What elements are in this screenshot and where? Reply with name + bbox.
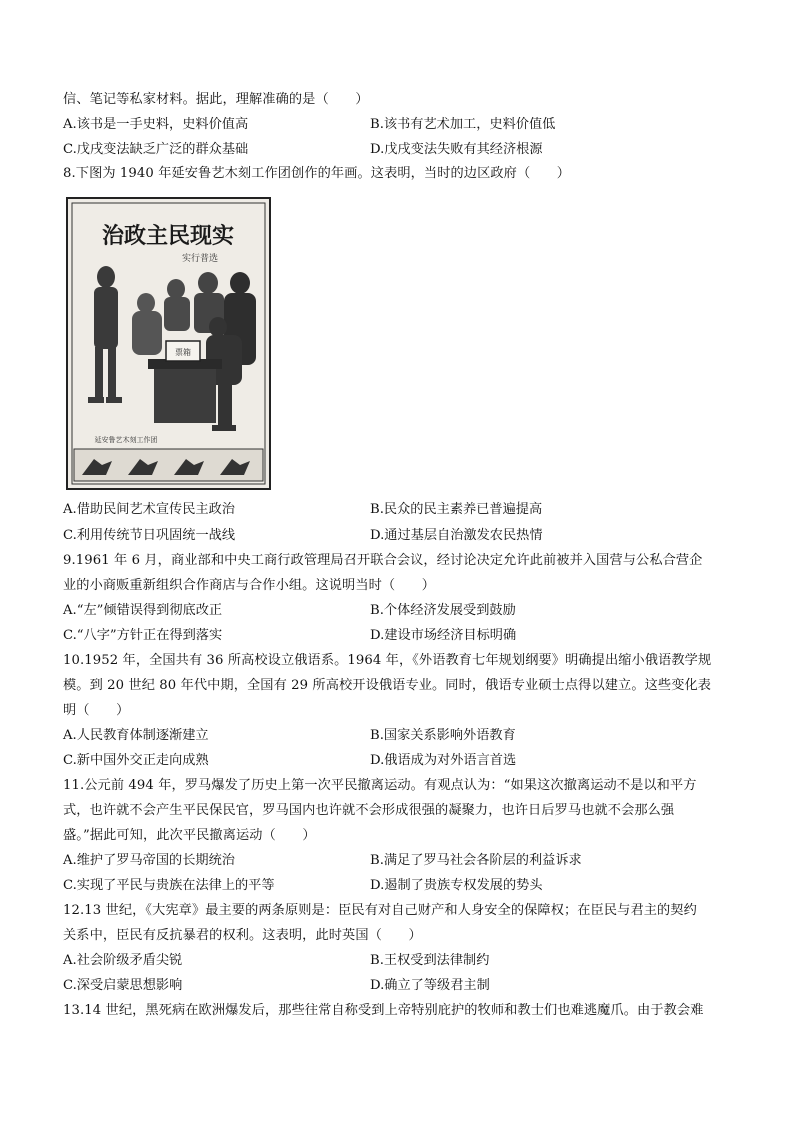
q7-option-d: D.戊戌变法失败有其经济根源 bbox=[370, 142, 543, 157]
q11-stem-line1: 11.公元前 494 年，罗马爆发了历史上第一次平民撤离运动。有观点认为：“如果这次撤离运动不是以和平方 bbox=[63, 778, 697, 793]
q9-stem-line1: 9.1961 年 6 月，商业部和中央工商行政管理局召开联合会议，经讨论决定允许此前被并入国营与公私合营企 bbox=[63, 553, 703, 568]
q8-option-a: A.借助民间艺术宣传民主政治 bbox=[63, 502, 235, 517]
q10-option-d: D.俄语成为对外语言首选 bbox=[370, 753, 517, 768]
painting-title: 治政主民现实 bbox=[101, 223, 235, 249]
q12-option-b: B.王权受到法律制约 bbox=[370, 953, 490, 968]
q11-option-d: D.遏制了贵族专权发展的势头 bbox=[370, 878, 543, 893]
q7-option-a: A.该书是一手史料，史料价值高 bbox=[63, 117, 249, 132]
q7-option-b: B.该书有艺术加工，史料价值低 bbox=[370, 117, 556, 132]
q12-stem-line1: 12.13 世纪，《大宪章》最主要的两条原则是：臣民有对自己财产和人身安全的保障权；在臣民与君主的契约 bbox=[63, 903, 697, 918]
q11-stem-line2: 式，也许就不会产生平民保民官，罗马国内也许就不会形成很强的凝聚力，也许日后罗马也就不会那么强 bbox=[63, 803, 675, 818]
woodcut-image bbox=[68, 199, 269, 488]
q8-option-d: D.通过基层自治激发农民热情 bbox=[370, 528, 543, 543]
woodcut-painting bbox=[66, 197, 271, 490]
q9-stem-line2: 业的小商贩重新组织合作商店与合作小组。这说明当时（ ） bbox=[63, 578, 436, 593]
q10-option-a: A.人民教育体制逐渐建立 bbox=[63, 728, 209, 743]
painting-caption: 延安鲁艺木刻工作团 bbox=[94, 436, 158, 444]
q11-stem-line3: 盛。”据此可知，此次平民撤离运动（ ） bbox=[63, 828, 316, 843]
q7-stem-end: 信、笔记等私家材料。据此，理解准确的是（ ） bbox=[63, 92, 369, 107]
q8-option-b: B.民众的民主素养已普遍提高 bbox=[370, 502, 543, 517]
q12-option-d: D.确立了等级君主制 bbox=[370, 978, 490, 993]
q9-option-c: C.“八字”方针正在得到落实 bbox=[63, 628, 223, 643]
q9-option-d: D.建设市场经济目标明确 bbox=[370, 628, 517, 643]
q12-stem-line2: 关系中，臣民有反抗暴君的权利。这表明，此时英国（ ） bbox=[63, 928, 422, 943]
q10-stem-line1: 10.1952 年，全国共有 36 所高校设立俄语系。1964 年，《外语教育七年规划纲要》明确提出缩小俄语教学规 bbox=[63, 653, 712, 668]
q12-option-c: C.深受启蒙思想影响 bbox=[63, 978, 183, 993]
q10-stem-line3: 明（ ） bbox=[63, 703, 130, 718]
q10-stem-line2: 模。到 20 世纪 80 年代中期，全国有 29 所高校开设俄语专业。同时，俄语专业硕士点得以建立。这些变化表 bbox=[63, 678, 712, 693]
q8-stem: 8.下图为 1940 年延安鲁艺木刻工作团创作的年画。这表明，当时的边区政府（ ） bbox=[63, 166, 571, 181]
q13-stem-line1: 13.14 世纪，黑死病在欧洲爆发后，那些往常自称受到上帝特别庇护的牧师和教士们也难逃魔爪。由于教会难 bbox=[63, 1003, 704, 1018]
q9-option-b: B.个体经济发展受到鼓励 bbox=[370, 603, 516, 618]
q7-option-c: C.戊戌变法缺乏广泛的群众基础 bbox=[63, 142, 249, 157]
q9-option-a: A.“左”倾错误得到彻底改正 bbox=[63, 603, 223, 618]
ballot-box-label: 票箱 bbox=[175, 348, 191, 357]
q11-option-b: B.满足了罗马社会各阶层的利益诉求 bbox=[370, 853, 582, 868]
q11-option-a: A.维护了罗马帝国的长期统治 bbox=[63, 853, 235, 868]
q12-option-a: A.社会阶级矛盾尖锐 bbox=[63, 953, 183, 968]
q10-option-c: C.新中国外交正走向成熟 bbox=[63, 753, 209, 768]
q11-option-c: C.实现了平民与贵族在法律上的平等 bbox=[63, 878, 275, 893]
painting-subtitle: 实行普选 bbox=[181, 254, 219, 264]
q8-option-c: C.利用传统节日巩固统一战线 bbox=[63, 528, 236, 543]
q10-option-b: B.国家关系影响外语教育 bbox=[370, 728, 516, 743]
